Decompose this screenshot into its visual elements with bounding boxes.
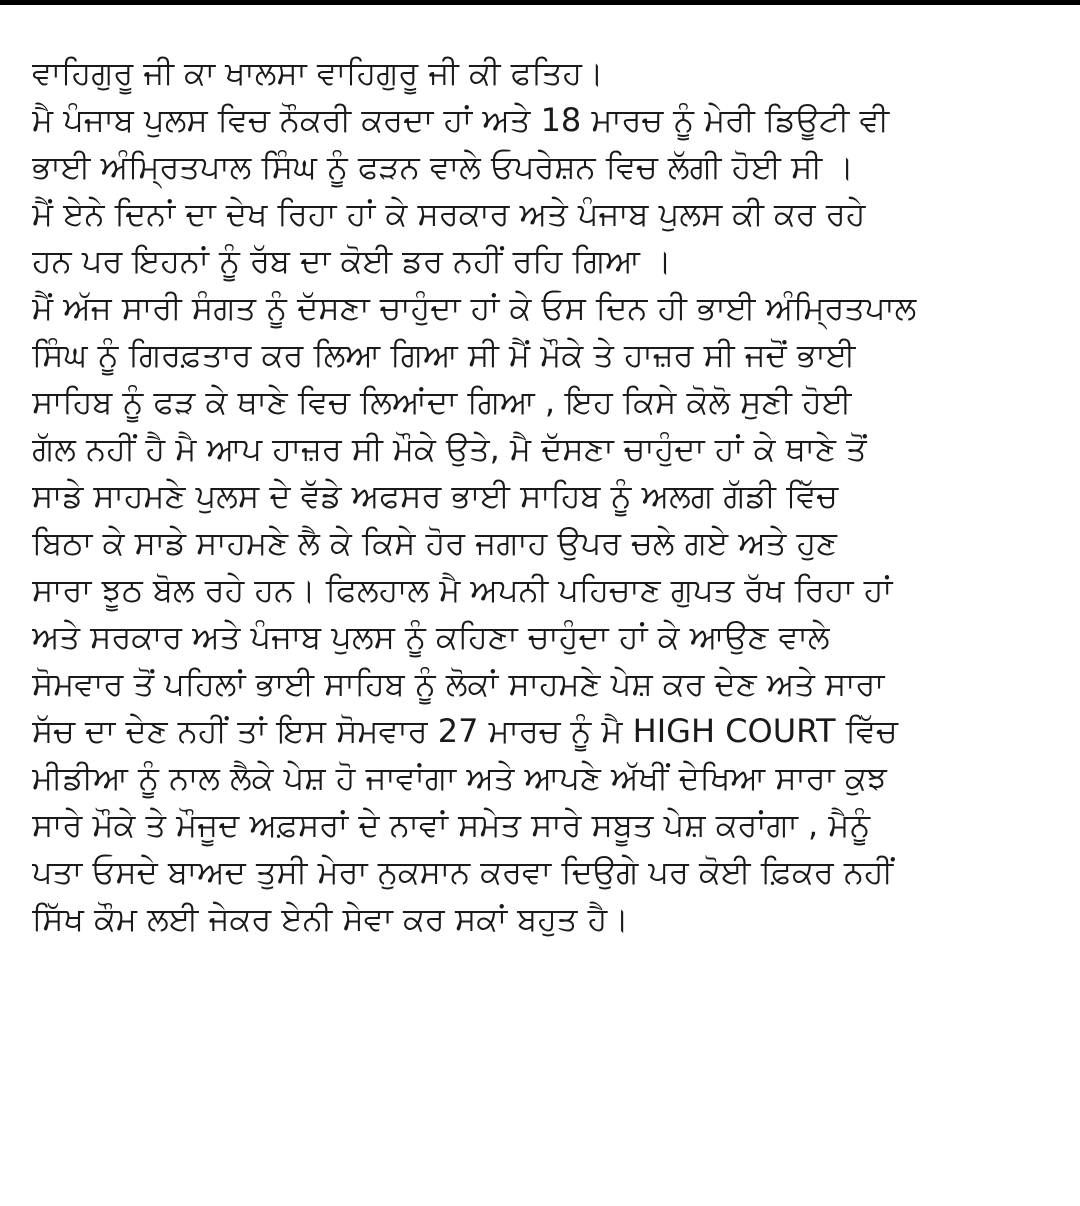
text-line: ਸਾਰਾ ਝੂਠ ਬੋਲ ਰਹੇ ਹਨ। ਫਿਲਹਾਲ ਮੈ ਅਪਨੀ ਪਹਿਚਾਣ ਗੁਪਤ ਰੱਖ ਰਿਹਾ ਹਾਂ — [32, 571, 893, 609]
text-line: ਸਾਹਿਬ ਨੂੰ ਫੜ ਕੇ ਥਾਣੇ ਵਿਚ ਲਿਆਂਦਾ ਗਿਆ , ਇਹ ਕਿਸੇ ਕੋਲੋ ਸੁਣੀ ਹੋਈ — [32, 383, 852, 421]
text-line: ਸਾਡੇ ਸਾਹਮਣੇ ਪੁਲਸ ਦੇ ਵੱਡੇ ਅਫਸਰ ਭਾਈ ਸਾਹਿਬ ਨੂੰ ਅਲਗ ਗੱਡੀ ਵਿੱਚ — [32, 477, 839, 515]
text-line: ਸੋਮਵਾਰ ਤੋਂ ਪਹਿਲਾਂ ਭਾਈ ਸਾਹਿਬ ਨੂੰ ਲੋਕਾਂ ਸਾਹਮਣੇ ਪੇਸ਼ ਕਰ ਦੇਣ ਅਤੇ ਸਾਰਾ — [32, 665, 885, 703]
text-line: ਅਤੇ ਸਰਕਾਰ ਅਤੇ ਪੰਜਾਬ ਪੁਲਸ ਨੂੰ ਕਹਿਣਾ ਚਾਹੁੰਦਾ ਹਾਂ ਕੇ ਆਉਣ ਵਾਲੇ — [32, 618, 830, 656]
text-line: ਗੱਲ ਨਹੀਂ ਹੈ ਮੈ ਆਪ ਹਾਜ਼ਰ ਸੀ ਮੌਕੇ ਉਤੇ, ਮੈ ਦੱਸਣਾ ਚਾਹੁੰਦਾ ਹਾਂ ਕੇ ਥਾਣੇ ਤੋਂ — [32, 430, 867, 468]
text-line: ਮੀਡੀਆ ਨੂੰ ਨਾਲ ਲੈਕੇ ਪੇਸ਼ ਹੋ ਜਾਵਾਂਗਾ ਅਤੇ ਆਪਣੇ ਅੱਖੀਂ ਦੇਖਿਆ ਸਾਰਾ ਕੁਝ — [32, 759, 887, 797]
text-line: ਸਿੰਘ ਨੂੰ ਗਿਰਫ਼ਤਾਰ ਕਰ ਲਿਆ ਗਿਆ ਸੀ ਮੈਂ ਮੌਕੇ ਤੇ ਹਾਜ਼ਰ ਸੀ ਜਦੋਂ ਭਾਈ — [32, 336, 856, 374]
text-line: ਸਿੱਖ ਕੌਮ ਲਈ ਜੇਕਰ ਏਨੀ ਸੇਵਾ ਕਰ ਸਕਾਂ ਬਹੁਤ ਹੈ। — [32, 900, 629, 938]
text-line: ਮੈਂ ਏਨੇ ਦਿਨਾਂ ਦਾ ਦੇਖ ਰਿਹਾ ਹਾਂ ਕੇ ਸਰਕਾਰ ਅਤੇ ਪੰਜਾਬ ਪੁਲਸ ਕੀ ਕਰ ਰਹੇ — [32, 195, 866, 233]
text-line: ਹਨ ਪਰ ਇਹਨਾਂ ਨੂੰ ਰੱਬ ਦਾ ਕੋਈ ਡਰ ਨਹੀਂ ਰਹਿ ਗਿਆ । — [32, 242, 672, 280]
text-line: ਪਤਾ ਓਸਦੇ ਬਾਅਦ ਤੁਸੀ ਮੇਰਾ ਨੁਕਸਾਨ ਕਰਵਾ ਦਿਉਗੇ ਪਰ ਕੋਈ ਫ਼ਿਕਰ ਨਹੀਂ — [32, 853, 894, 891]
text-line: ਬਿਠਾ ਕੇ ਸਾਡੇ ਸਾਹਮਣੇ ਲੈ ਕੇ ਕਿਸੇ ਹੋਰ ਜਗਾਹ ਉਪਰ ਚਲੇ ਗਏ ਅਤੇ ਹੁਣ — [32, 524, 837, 562]
text-line: ਸਾਰੇ ਮੌਕੇ ਤੇ ਮੌਜੂਦ ਅਫ਼ਸਰਾਂ ਦੇ ਨਾਵਾਂ ਸਮੇਤ ਸਾਰੇ ਸਬੂਤ ਪੇਸ਼ ਕਰਾਂਗਾ , ਮੈਨੂੰ — [32, 806, 871, 844]
text-line: ਮੈਂ ਅੱਜ ਸਾਰੀ ਸੰਗਤ ਨੂੰ ਦੱਸਣਾ ਚਾਹੁੰਦਾ ਹਾਂ ਕੇ ਓਸ ਦਿਨ ਹੀ ਭਾਈ ਅੰਮ੍ਰਿਤਪਾਲ — [32, 289, 917, 327]
text-line: ਸੱਚ ਦਾ ਦੇਣ ਨਹੀਂ ਤਾਂ ਇਸ ਸੋਮਵਾਰ 27 ਮਾਰਚ ਨੂੰ ਮੈ HIGH COURT ਵਿੱਚ — [32, 712, 898, 750]
text-line: ਮੈ ਪੰਜਾਬ ਪੁਲਸ ਵਿਚ ਨੌਕਰੀ ਕਰਦਾ ਹਾਂ ਅਤੇ 18 ਮਾਰਚ ਨੂੰ ਮੇਰੀ ਡਿਊਟੀ ਵੀ — [32, 101, 890, 139]
text-line: ਭਾਈ ਅੰਮ੍ਰਿਤਪਾਲ ਸਿੰਘ ਨੂੰ ਫੜਨ ਵਾਲੇ ਓਪਰੇਸ਼ਨ ਵਿਚ ਲੱਗੀ ਹੋਈ ਸੀ । — [32, 148, 854, 186]
top-bar — [0, 0, 1080, 5]
text-line: ਵਾਹਿਗੁਰੂ ਜੀ ਕਾ ਖਾਲਸਾ ਵਾਹਿਗੁਰੂ ਜੀ ਕੀ ਫਤਿਹ। — [32, 54, 604, 92]
post-text — [32, 50, 1052, 943]
